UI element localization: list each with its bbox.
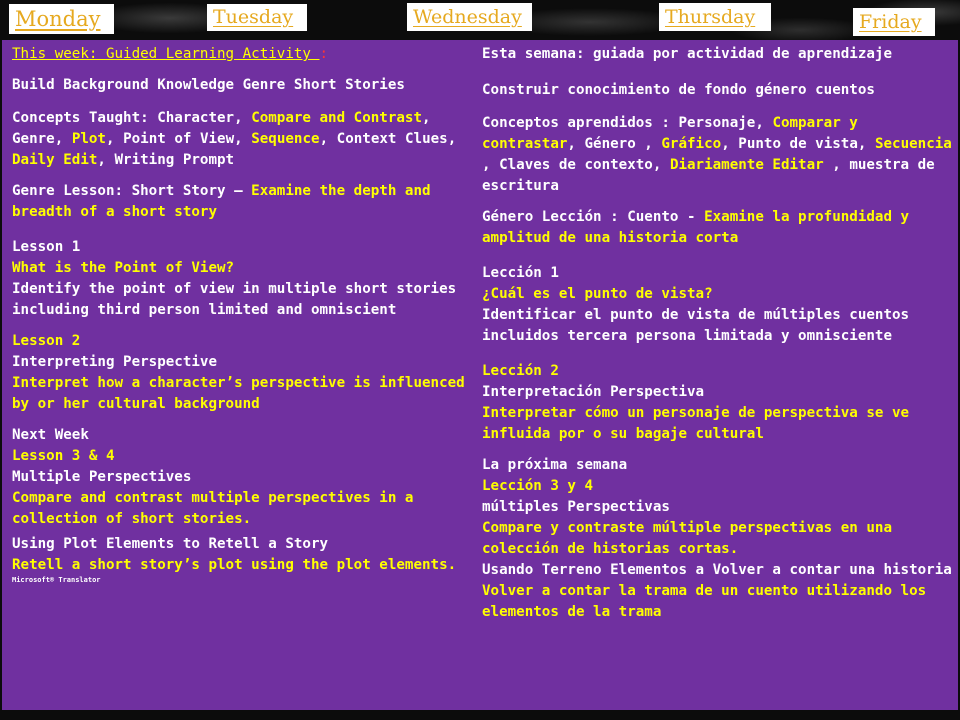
concepto-grafico: Gráfico: [661, 136, 722, 152]
genre-lesson-label: Genre Lesson: Short Story –: [12, 183, 252, 199]
sep: ,: [652, 157, 670, 173]
concepto-comparar: Comparar y contrastar: [482, 115, 858, 152]
next-week-subtitle: Multiple Perspectives: [12, 469, 192, 485]
concept-plot: Plot: [71, 131, 106, 147]
proxima-semana-title: La próxima semana: [482, 457, 628, 473]
leccion-1: [482, 263, 952, 347]
construir-conocimiento: Construir conocimiento de fondo género cuentos: [482, 82, 875, 98]
conceptos-aprendidos: [482, 113, 952, 197]
english-column: [12, 44, 472, 584]
plot-elements-title: Using Plot Elements to Retell a Story: [12, 536, 329, 552]
sep: ,: [567, 136, 585, 152]
next-week: [12, 425, 472, 530]
next-week-lessons: Lesson 3 & 4: [12, 448, 115, 464]
sep: ,: [482, 157, 500, 173]
sep: ,: [319, 131, 337, 147]
sep: ,: [857, 136, 875, 152]
genre-lesson-desc: Examine the depth and breadth of a short story: [12, 183, 431, 220]
proxima-semana-subtitle: múltiples Perspectivas: [482, 499, 670, 515]
sep: ,: [755, 115, 773, 131]
concept-writing: Writing Prompt: [114, 152, 235, 168]
concepto-genero: Género: [584, 136, 636, 152]
concept-compare: Compare and Contrast: [251, 110, 423, 126]
next-week-desc: Compare and contrast multiple perspectives in a collection of short stories.: [12, 490, 414, 527]
usando-terreno-desc: Volver a contar la trama de un cuento utilizando los elementos de la trama: [482, 583, 927, 620]
sep: ,: [234, 110, 252, 126]
lesson-1-question: What is the Point of View?: [12, 260, 235, 276]
translator-credit: Microsoft® Translator: [12, 576, 101, 584]
sep: ,: [422, 110, 431, 126]
leccion-1-title: Lección 1: [482, 265, 559, 281]
next-week-title: Next Week: [12, 427, 89, 443]
concept-character: Character: [157, 110, 235, 126]
guided-learning-link[interactable]: This week: Guided Learning Activity: [12, 46, 320, 62]
lesson-2-title: Lesson 2: [12, 333, 81, 349]
tab-thursday[interactable]: Thursday: [659, 3, 771, 31]
lesson-2: [12, 331, 472, 415]
concept-daily-edit: Daily Edit: [12, 152, 98, 168]
sep: ,: [635, 136, 662, 152]
conceptos-label: Conceptos aprendidos :: [482, 115, 679, 131]
lesson-1-desc: Identify the point of view in multiple short stories including third person limited and omniscient: [12, 281, 457, 318]
concepto-personaje: Personaje: [678, 115, 756, 131]
tab-tuesday[interactable]: Tuesday: [207, 4, 307, 31]
spanish-column: [482, 44, 952, 623]
sep: ,: [447, 131, 457, 147]
sep: ,: [823, 157, 850, 173]
leccion-2-subtitle: Interpretación Perspectiva: [482, 384, 705, 400]
genre-lesson: [12, 181, 472, 223]
this-week-line: [12, 44, 472, 65]
concepts-label: Concepts Taught:: [12, 110, 158, 126]
concepts-taught: [12, 108, 472, 171]
leccion-1-question: ¿Cuál es el punto de vista?: [482, 286, 713, 302]
lesson-2-desc: Interpret how a character’s perspective is influenced by or her cultural background: [12, 375, 465, 412]
plot-elements-desc: Retell a short story’s plot using the plot elements.: [12, 557, 457, 573]
concepto-muestra: muestra de escritura: [482, 157, 935, 194]
sep: ,: [97, 152, 115, 168]
leccion-2: [482, 361, 952, 445]
tab-monday[interactable]: Monday: [9, 4, 114, 34]
this-week-colon: :: [319, 46, 329, 62]
leccion-2-desc: Interpretar cómo un personaje de perspectiva se ve influida por o su bagaje cultural: [482, 405, 910, 442]
proxima-semana-lessons: Lección 3 y 4: [482, 478, 594, 494]
genero-leccion-label: Género Lección : Cuento -: [482, 209, 705, 225]
sep: ,: [105, 131, 124, 147]
concepto-diariamente: Diariamente Editar: [669, 157, 824, 173]
proxima-semana: [482, 455, 952, 623]
lesson-1-title: Lesson 1: [12, 239, 81, 255]
tab-friday[interactable]: Friday: [853, 8, 935, 36]
content-panel: [2, 40, 958, 710]
concept-genre: Genre: [12, 131, 55, 147]
sep: ,: [721, 136, 739, 152]
esta-semana: Esta semana: guiada por actividad de aprendizaje: [482, 46, 892, 62]
genero-leccion: [482, 207, 952, 249]
lesson-1: [12, 237, 472, 321]
leccion-2-title: Lección 2: [482, 363, 559, 379]
concept-context: Context Clues: [336, 131, 448, 147]
lesson-2-subtitle: Interpreting Perspective: [12, 354, 217, 370]
concepto-secuencia: Secuencia: [874, 136, 952, 152]
concepto-punto: Punto de vista: [738, 136, 858, 152]
genero-leccion-desc: Examine la profundidad y amplitud de una historia corta: [482, 209, 910, 246]
sep: ,: [234, 131, 252, 147]
tab-wednesday[interactable]: Wednesday: [407, 3, 532, 31]
concept-pov: Point of View: [123, 131, 235, 147]
sep: ,: [54, 131, 72, 147]
leccion-1-desc: Identificar el punto de vista de múltiples cuentos incluidos tercera persona limitada y omnisciente: [482, 307, 910, 344]
proxima-semana-desc: Compare y contraste múltiple perspectivas en una colección de historias cortas.: [482, 520, 892, 557]
concepto-claves: Claves de contexto: [499, 157, 653, 173]
build-background: Build Background Knowledge Genre Short Stories: [12, 77, 405, 93]
plot-elements: [12, 534, 472, 576]
concept-sequence: Sequence: [251, 131, 320, 147]
usando-terreno-title: Usando Terreno Elementos a Volver a contar una historia: [482, 562, 952, 578]
